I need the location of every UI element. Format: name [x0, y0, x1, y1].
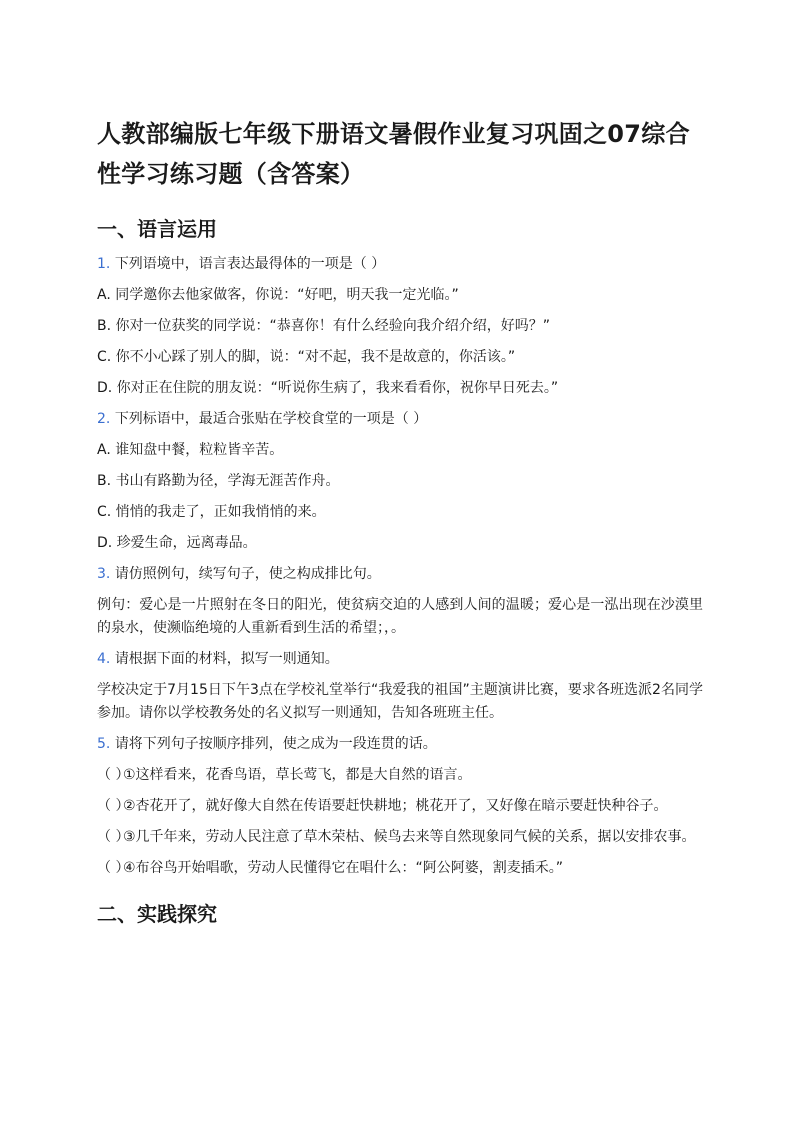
question-number: 1.	[97, 256, 111, 272]
option-d: D. 珍爱生命，远离毒品。	[97, 535, 257, 551]
order-item-2	[97, 795, 703, 818]
question-stem	[97, 253, 703, 276]
question-1	[97, 253, 703, 400]
question-5	[97, 733, 703, 880]
order-item-1	[97, 764, 703, 787]
order-item-3	[97, 826, 703, 849]
question-4	[97, 648, 703, 725]
example-sentence: 例句：爱心是一片照射在冬日的阳光，使贫病交迫的人感到人间的温暖；爱心是一泓出现在沙漠里的泉水，使濒临绝境的人重新看到生活的希望；，。	[97, 597, 703, 636]
section-heading-practice-inquiry: 二、实践探究	[97, 902, 217, 926]
order-item-text: ④布谷鸟开始唱歌，劳动人民懂得它在唱什么：“阿公阿婆，割麦插禾。”	[123, 860, 564, 876]
option-c: C. 你不小心踩了别人的脚，说：“对不起，我不是故意的，你活该。”	[97, 349, 516, 365]
option-a: A. 谁知盘中餐，粒粒皆辛苦。	[97, 442, 284, 458]
question-text: 请将下列句子按顺序排列，使之成为一段连贯的话。	[114, 736, 437, 752]
answer-blank: （ ）	[97, 798, 130, 814]
option-a: A. 同学邀你去他家做客，你说：“好吧，明天我一定光临。”	[97, 287, 459, 303]
question-text: 下列语境中，语言表达最得体的一项是（ ）	[114, 256, 386, 272]
answer-blank: （ ）	[97, 829, 130, 845]
question-stem	[97, 563, 703, 586]
answer-blank: （ ）	[97, 767, 130, 783]
question-text: 请仿照例句，续写句子，使之构成排比句。	[114, 566, 381, 582]
order-item-text: ①这样看来，花香鸟语，草长莺飞，都是大自然的语言。	[123, 767, 472, 783]
question-number: 4.	[97, 651, 111, 667]
order-item-4	[97, 857, 703, 880]
option-d: D. 你对正在住院的朋友说：“听说你生病了，我来看看你，祝你早日死去。”	[97, 380, 559, 396]
question-2	[97, 408, 703, 555]
question-number: 5.	[97, 736, 111, 752]
option-b: B. 书山有路勤为径，学海无涯苦作舟。	[97, 473, 340, 489]
option-b: B. 你对一位获奖的同学说：“恭喜你！有什么经验向我介绍介绍，好吗？”	[97, 318, 551, 334]
section-heading-language-use: 一、语言运用	[97, 217, 217, 241]
question-stem	[97, 408, 703, 431]
option-c: C. 悄悄的我走了，正如我悄悄的来。	[97, 504, 326, 520]
answer-blank: （ ）	[97, 860, 130, 876]
question-text: 下列标语中，最适合张贴在学校食堂的一项是（ ）	[114, 411, 428, 427]
question-stem	[97, 733, 703, 756]
question-stem	[97, 648, 703, 671]
order-item-text: ③几千年来，劳动人民注意了草木荣枯、候鸟去来等自然现象同气候的关系，据以安排农事。	[123, 829, 696, 845]
question-number: 2.	[97, 411, 111, 427]
question-number: 3.	[97, 566, 111, 582]
document-title: 人教部编版七年级下册语文暑假作业复习巩固之07综合性学习练习题（含答案）	[97, 120, 690, 188]
order-item-text: ②杏花开了，就好像大自然在传语要赶快耕地；桃花开了，又好像在暗示要赶快种谷子。	[123, 798, 668, 814]
material-text: 学校决定于7月15日下午3点在学校礼堂举行“我爱我的祖国”主题演讲比赛，要求各班选派2名同学参加。请你以学校教务处的名义拟写一则通知，告知各班班主任。	[97, 682, 703, 721]
question-text: 请根据下面的材料，拟写一则通知。	[114, 651, 339, 667]
document-page	[97, 114, 703, 938]
question-3	[97, 563, 703, 640]
